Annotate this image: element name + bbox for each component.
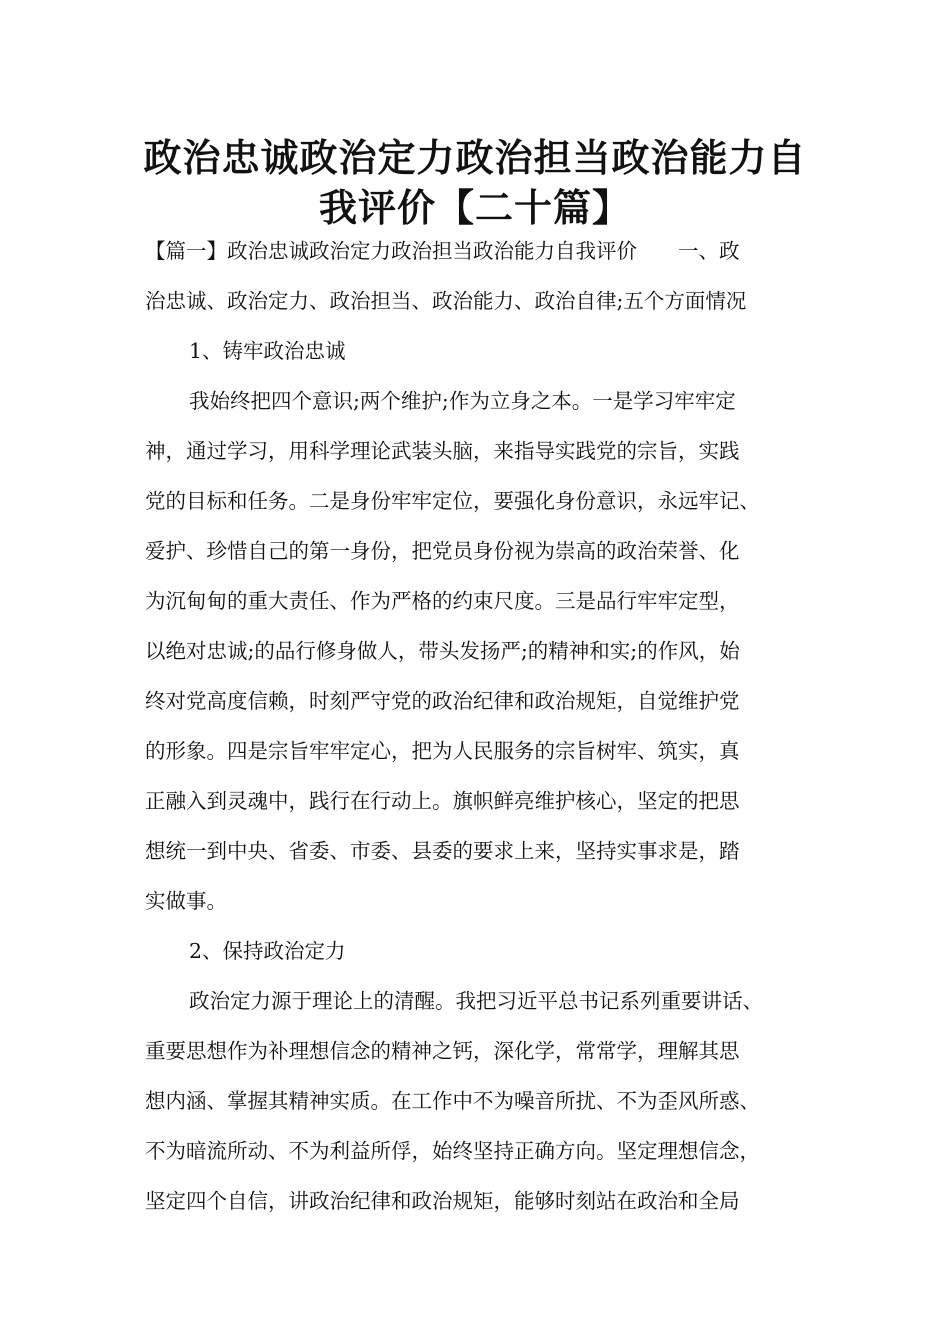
body-line: 坚定四个自信，讲政治纪律和政治规矩，能够时刻站在政治和全局 (145, 1189, 740, 1213)
body-line: 为沉甸甸的重大责任、作为严格的约束尺度。三是品行牢牢定型， (145, 589, 740, 613)
body-line: 实做事。 (145, 889, 227, 913)
body-line: 想内涵、掌握其精神实质。在工作中不为噪音所扰、不为歪风所惑、 (145, 1089, 760, 1113)
body-line: 我始终把四个意识;两个维护;作为立身之本。一是学习牢牢定 (189, 389, 736, 413)
body-line: 政治定力源于理论上的清醒。我把习近平总书记系列重要讲话、 (189, 989, 763, 1013)
document-title-line-1: 政治忠诚政治定力政治担当政治能力自 (143, 136, 807, 180)
body-line: 终对党高度信赖，时刻严守党的政治纪律和政治规矩，自觉维护党 (145, 689, 740, 713)
body-line: 重要思想作为补理想信念的精神之钙，深化学，常常学，理解其思 (145, 1039, 740, 1063)
section-heading: 2、保持政治定力 (189, 939, 346, 963)
body-line: 爱护、珍惜自己的第一身份，把党员身份视为崇高的政治荣誉、化 (145, 539, 740, 563)
body-line: 的形象。四是宗旨牢牢定心，把为人民服务的宗旨树牢、筑实，真 (145, 739, 740, 763)
body-line: 党的目标和任务。二是身份牢牢定位，要强化身份意识，永远牢记、 (145, 489, 760, 513)
body-line: 治忠诚、政治定力、政治担当、政治能力、政治自律;五个方面情况 (145, 289, 747, 313)
body-line: 以绝对忠诚;的品行修身做人，带头发扬严;的精神和实;的作风，始 (145, 639, 740, 663)
section-heading: 1、铸牢政治忠诚 (189, 339, 346, 363)
body-line: 正融入到灵魂中，践行在行动上。旗帜鲜亮维护核心，坚定的把思 (145, 789, 740, 813)
body-line: 想统一到中央、省委、市委、县委的要求上来，坚持实事求是，踏 (145, 839, 740, 863)
body-line: 【篇一】政治忠诚政治定力政治担当政治能力自我评价 一、政 (145, 239, 740, 263)
body-line: 神，通过学习，用科学理论武装头脑，来指导实践党的宗旨，实践 (145, 439, 740, 463)
body-line: 不为暗流所动、不为利益所俘，始终坚持正确方向。坚定理想信念， (145, 1139, 760, 1163)
document-title-line-2: 我评价【二十篇】 (318, 186, 631, 230)
